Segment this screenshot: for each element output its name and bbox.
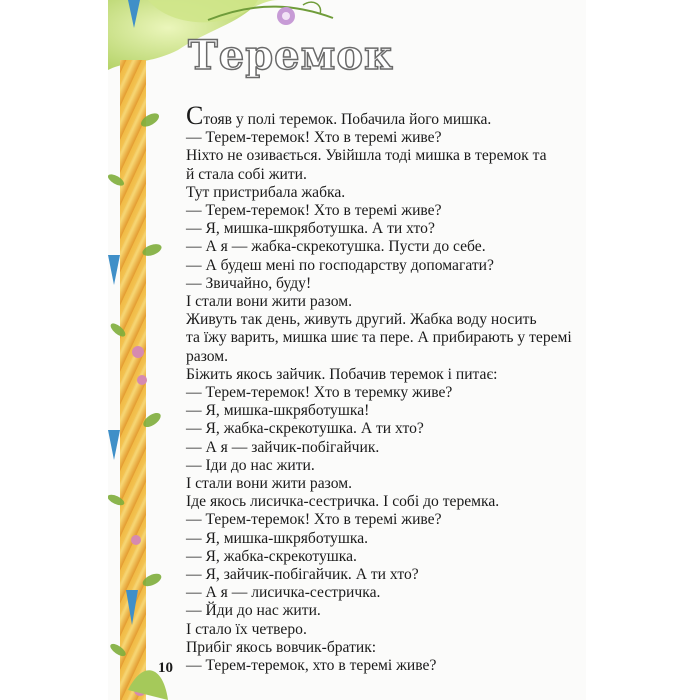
story-line: Прибіг якось вовчик-братик: — [186, 638, 377, 656]
page-number: 10 — [158, 660, 173, 676]
story-line: І стало їх четверо. — [186, 620, 307, 638]
story-line: — Я, жабка-скрекотушка. — [186, 547, 357, 565]
left-margin — [0, 0, 108, 700]
story-line: — Я, мишка-шкряботушка. — [186, 529, 369, 547]
story-text — [186, 101, 582, 675]
page-title: Теремок — [188, 32, 394, 79]
story-line: — Я, мишка-шкряботушка. А ти хто? — [186, 220, 435, 238]
story-line: — А я — зайчик-побігайчик. — [186, 438, 380, 456]
story-line: — Терем-теремок! Хто в теремку живе? — [186, 384, 453, 402]
story-line: — Я, жабка-скрекотушка. А ти хто? — [186, 420, 424, 438]
right-margin — [586, 0, 700, 700]
story-line: та їжу варить, мишка шиє та пере. А прибирають у теремі — [186, 329, 572, 347]
story-line: — Терем-теремок, хто в теремі живе? — [186, 657, 437, 675]
story-line: — Іди до нас жити. — [186, 456, 315, 474]
story-line: — Звичайно, буду! — [186, 274, 312, 292]
story-line: І стали вони жити разом. — [186, 475, 352, 493]
story-line: Іде якось лисичка-сестричка. І собі до теремка. — [186, 493, 500, 511]
story-line: — А я — жабка-скрекотушка. Пусти до себе. — [186, 238, 486, 256]
story-line: — А я — лисичка-сестричка. — [186, 584, 381, 602]
story-line: — Терем-теремок! Хто в теремі живе? — [186, 202, 442, 220]
story-line: Тут пристрибала жабка. — [186, 183, 346, 201]
story-line: — Терем-теремок! Хто в теремі живе? — [186, 129, 442, 147]
story-line: — Я, мишка-шкряботушка! — [186, 402, 370, 420]
story-line: — Я, зайчик-побігайчик. А ти хто? — [186, 566, 419, 584]
story-line: — Терем-теремок! Хто в теремі живе? — [186, 511, 442, 529]
story-first-line: Стояв у полі теремок. Побачила його мишка. — [186, 101, 492, 130]
story-line: разом. — [186, 347, 229, 365]
story-line: Живуть так день, живуть другий. Жабка воду носить — [186, 311, 537, 329]
story-line: І стали вони жити разом. — [186, 293, 352, 311]
story-line: — Йди до нас жити. — [186, 602, 321, 620]
story-line: Ніхто не озивається. Увійшла тоді мишка в теремок та — [186, 147, 547, 165]
story-line: — А будеш мені по господарству допомагати? — [186, 256, 494, 274]
story-line: Біжить якось зайчик. Побачив теремок і питає: — [186, 365, 498, 383]
drop-cap: С — [186, 101, 204, 130]
story-line: й стала собі жити. — [186, 165, 307, 183]
